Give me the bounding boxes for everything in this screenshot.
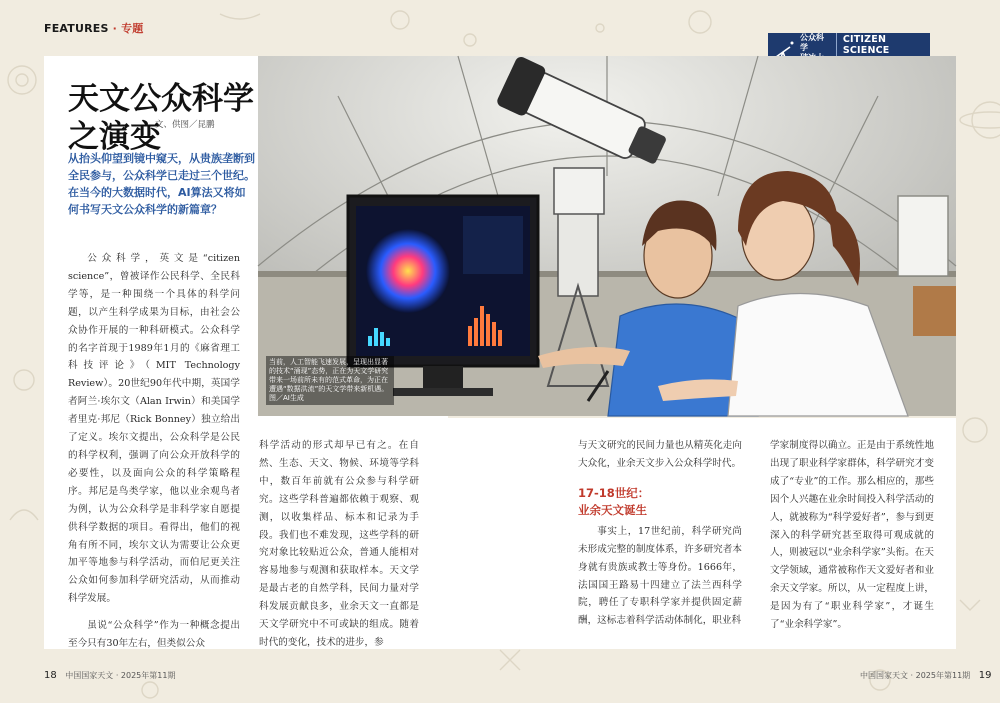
section-name-cn: 专题 <box>121 22 144 35</box>
gutter-panel <box>448 418 552 649</box>
series-en-line1: CITIZEN SCIENCE <box>842 33 890 56</box>
col2-paragraph-1: 科学活动的形式却早已有之。在自然、生态、天文、物候、环境等学科中，数百年前就有公众参与科学研究。这些学科普遍都依赖于观察、观测，以收集样品、标本和记录为手段。我们也不难发现，这些学科的研究对象比较贴近公众，普通人能相对容易地参与观测和获取样本。天文学是最古老的自然学科，民间力量对学科发展贡献良多，业余天文一直都是天文学研究中不可或缺的组成。随着时代的变化，技术的进步，参 <box>259 440 419 648</box>
col3-paragraph-1: 与天文研究的民间力量也从精英化走向大众化，业余天文步入公众科学时代。 <box>578 440 742 469</box>
body-column-3 <box>578 437 742 637</box>
subhead <box>578 485 742 519</box>
section-label <box>44 20 144 36</box>
col4-paragraph-1: 学家制度得以确立。正是由于系统性地出现了职业科学家群体，科学研究才变成了“专业”的工作。那么相应的，那些因个人兴趣在业余时间投入科学活动的人，就被称为“科学爱好者”，参与到更深入的科学研究甚至取得可观成就的人，则被冠以“业余科学家”头衔。在天文学领域，通常被称作天文爱好者和业余天文学家。所以，从一定程度上讲，是因为有了“职业科学家”，才诞生了“业余科学家”。 <box>770 440 934 631</box>
title-line2: 之演变 <box>68 119 161 155</box>
lead-paragraph: 从抬头仰望到镜中窥天，从贵族垄断到全民参与，公众科学已走过三个世纪。在当今的大数据时代，AI算法又将如何书写天文公众科学的新篇章？ <box>68 152 255 216</box>
left-folio <box>44 670 175 681</box>
section-separator: · <box>108 22 122 35</box>
body-column-1 <box>68 250 240 650</box>
body-column-2 <box>259 437 419 648</box>
right-folio <box>860 670 991 681</box>
left-page-number: 18 <box>44 670 57 681</box>
col1-paragraph-1: 公众科学，英文是“citizen science”，曾被译作公民科学、全民科学等，是一种围绕一个具体的科学问题，以产生科学成果为目标，由社会公众协作开展的一种科研模式。公众科学的名字首现于1989年1月的《麻省理工科技评论》（MIT Technology Review）。20世纪90年代中期，英国学者阿兰·埃尔文（Alan Irwin）和美国学者里克·邦尼（Rick Bonney）独立给出了定义。埃尔文提出，公众科学是公民的科学权利，强调了向公众开放科学的必要性，以及面向公众的科学策略程序。邦尼是鸟类学家，他以业余观鸟者为例，认为公众科学是非科学家自愿提供科学数据的项目。看得出，他们的视角有所不同，埃尔文认为需要让公众更加平等地参与科学活动，而伯尼更关注公众如何参加科学研究活动，从而推动科学发展。 <box>68 253 240 605</box>
left-publication: 中国国家天文 · 2025年第11期 <box>65 671 176 680</box>
title-line1: 天文公众科学 <box>68 81 254 117</box>
subhead-line2: 业余天文诞生 <box>578 502 647 517</box>
right-publication: 中国国家天文 · 2025年第11期 <box>860 671 971 680</box>
section-name: FEATURES <box>44 22 109 35</box>
body-column-4 <box>770 437 934 637</box>
col3-paragraph-2: 事实上，17世纪前，科学研究尚未形成完整的制度体系，许多研究者本身就有贵族或教士等身份。1666年，法国国王路易十四建立了法兰西科学院，聘任了专职科学家并提供固定薪酬，这标志着科学活动体制化，职业科 <box>578 525 742 627</box>
col1-paragraph-2: 虽说“公众科学”作为一种概念提出至今只有30年左右，但类似公众 <box>68 620 240 650</box>
byline: 文、供图／昆鹏 <box>155 120 215 130</box>
right-page-number: 19 <box>978 670 992 681</box>
illustration-caption: 当前，人工智能飞速发展，呈现出显著的技术“涌现”态势，正在为天文学研究带来一场前所未有的范式革命，为正在遭遇“数据洪流”的天文学带来新机遇。 图／AI生成 <box>266 356 394 405</box>
subhead-line1: 17-18世纪： <box>578 485 650 500</box>
series-cn-line1: 公众科学 <box>800 32 824 52</box>
